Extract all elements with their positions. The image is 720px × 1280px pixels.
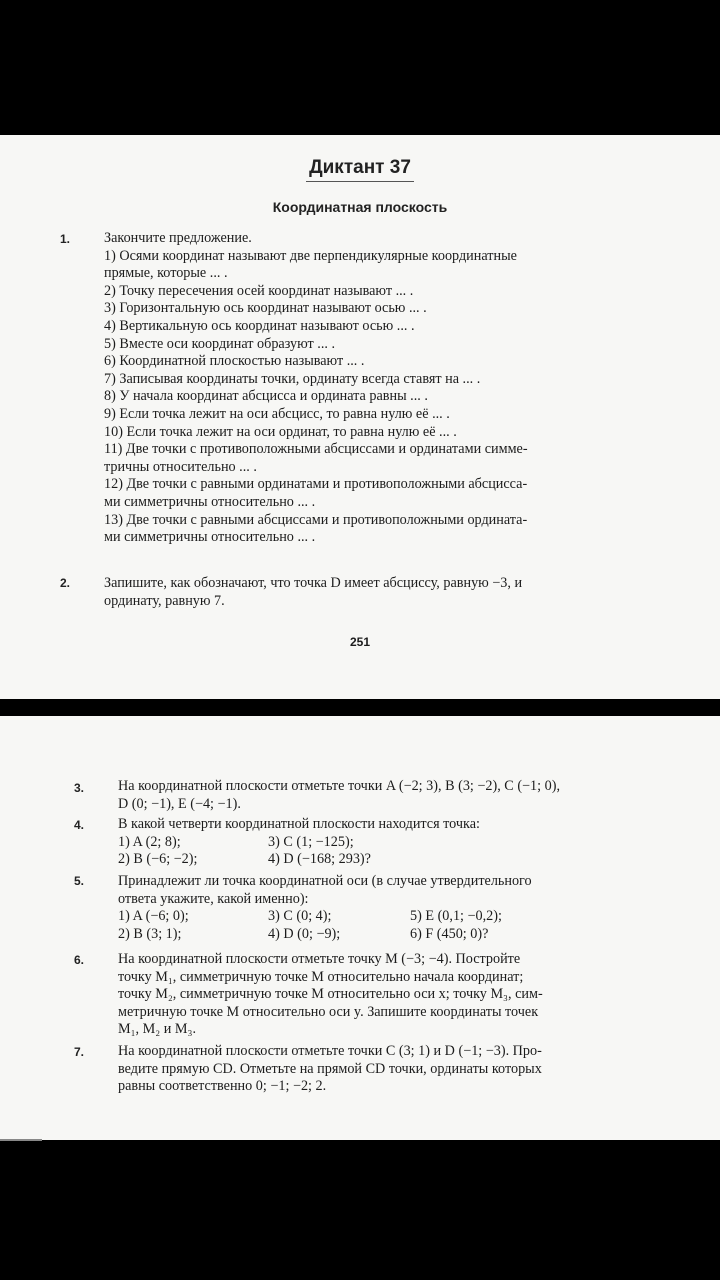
text-line: ординату, равную 7. — [104, 592, 225, 609]
text-line: тричны относительно ... . — [104, 458, 257, 475]
text-line: 3) Горизонтальную ось координат называют осью ... . — [104, 300, 427, 317]
task-number-1: 1. — [60, 232, 71, 246]
text-line: Закончите предложение. — [104, 230, 252, 246]
text-line: точку M₁, симметричную точке M относительно начала координат; — [118, 968, 524, 985]
text-line: D (0; −1), E (−4; −1). — [118, 795, 241, 812]
text-line: 13) Две точки с равными абсциссами и противоположными ордината- — [104, 511, 528, 528]
option-item: 4) D (−168; 293)? — [268, 851, 371, 868]
text-line: 2) Точку пересечения осей координат называют ... . — [104, 282, 414, 299]
task-number-2: 2. — [60, 576, 71, 590]
text-line: 1) Осями координат называют две перпендикулярные координатные — [104, 247, 517, 264]
task-number-5: 5. — [74, 874, 85, 888]
task-number-6: 6. — [74, 953, 85, 967]
text-line: ведите прямую CD. Отметьте на прямой CD точки, ординаты которых — [118, 1060, 542, 1077]
option-item: 5) E (0,1; −0,2); — [410, 908, 502, 925]
text-line: На координатной плоскости отметьте точку M (−3; −4). Постройте — [118, 951, 521, 967]
option-item: 6) F (450; 0)? — [410, 925, 489, 942]
text-line: 5) Вместе оси координат образуют ... . — [104, 335, 336, 352]
progress-bar — [0, 1139, 42, 1141]
option-item: 1) A (−6; 0); — [118, 908, 189, 925]
dictation-subtitle: Координатная плоскость — [272, 199, 448, 215]
text-line: 10) Если точка лежит на оси ординат, то равна нулю её ... . — [104, 423, 457, 440]
task-number-7: 7. — [74, 1045, 85, 1059]
text-line: 9) Если точка лежит на оси абсцисс, то равна нулю её ... . — [104, 406, 450, 422]
text-line: На координатной плоскости отметьте точки C (3; 1) и D (−1; −3). Про- — [118, 1043, 542, 1059]
option-item: 2) B (−6; −2); — [118, 851, 198, 868]
text-line: Запишите, как обозначают, что точка D имеет абсциссу, равную −3, и — [104, 575, 523, 591]
textbook-page-251 — [0, 135, 720, 699]
option-item: 2) B (3; 1); — [118, 925, 182, 942]
text-line: 7) Записывая координаты точки, ординату всегда ставят на ... . — [104, 370, 481, 387]
text-line: ми симметричны относительно ... . — [104, 529, 316, 546]
text-line: На координатной плоскости отметьте точки A (−2; 3), B (3; −2), C (−1; 0), — [118, 778, 560, 794]
text-line: Принадлежит ли точка координатной оси (в случае утвердительного — [118, 873, 532, 889]
page-number: 251 — [349, 635, 371, 649]
text-line: В какой четверти координатной плоскости находится точка: — [118, 816, 480, 832]
task-number-4: 4. — [74, 818, 85, 832]
text-line: равны соответственно 0; −1; −2; 2. — [118, 1078, 327, 1095]
text-line: 11) Две точки с противоположными абсциссами и ординатами симме- — [104, 441, 528, 458]
dictation-title: Диктант 37 — [0, 157, 720, 182]
text-line: M₁, M₂ и M₃. — [118, 1021, 197, 1038]
option-item: 3) C (1; −125); — [268, 833, 354, 850]
text-line: точку M₂, симметричную точке M относительно оси x; точку M₃, сим- — [118, 986, 543, 1003]
text-line: 6) Координатной плоскостью называют ... . — [104, 353, 365, 370]
option-item: 3) C (0; 4); — [268, 908, 332, 925]
text-line: ми симметричны относительно ... . — [104, 494, 316, 510]
text-line: прямые, которые ... . — [104, 265, 228, 282]
textbook-page-252 — [0, 716, 720, 1140]
text-line: ответа укажите, какой именно): — [118, 890, 309, 907]
task-number-3: 3. — [74, 781, 85, 795]
option-item: 1) A (2; 8); — [118, 833, 181, 850]
text-line: 8) У начала координат абсцисса и ордината равны ... . — [104, 388, 428, 405]
option-item: 4) D (0; −9); — [268, 925, 341, 942]
text-line: 12) Две точки с равными ординатами и противоположными абсцисса- — [104, 476, 528, 493]
text-line: метричную точке M относительно оси y. Запишите координаты точек — [118, 1003, 539, 1020]
text-line: 4) Вертикальную ось координат называют осью ... . — [104, 318, 415, 334]
